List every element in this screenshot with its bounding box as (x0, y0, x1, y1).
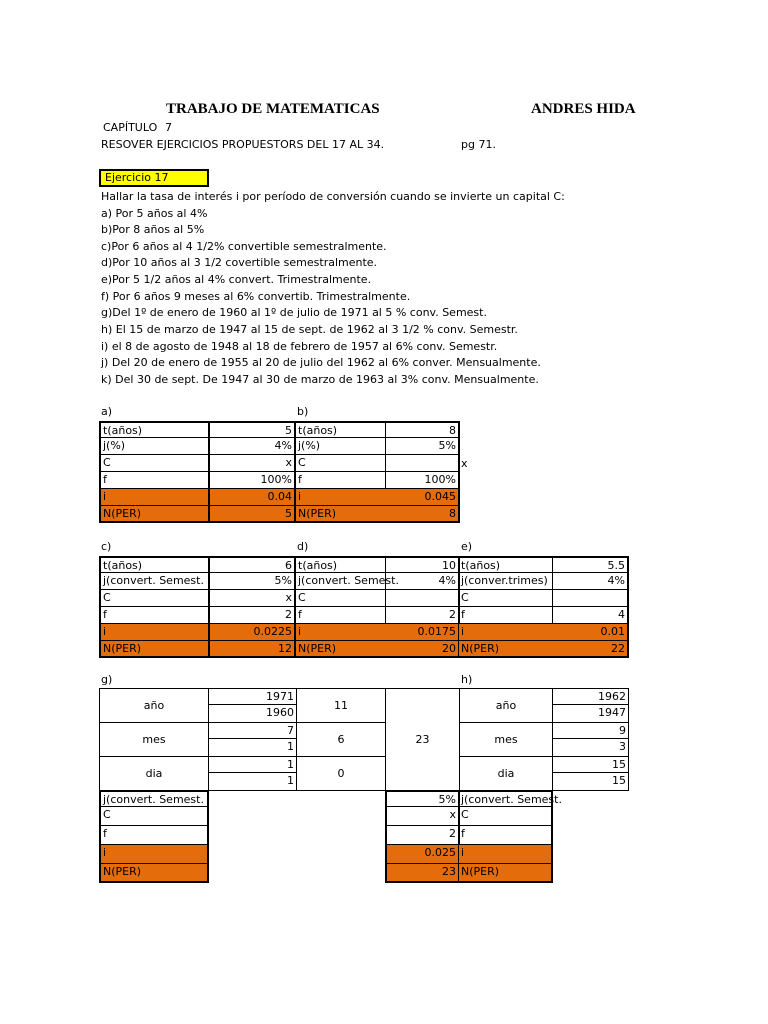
table-b-value-cell (385, 455, 460, 472)
table-b-value-cell: 8 (385, 421, 460, 438)
table-h-row-label: año (459, 688, 553, 723)
table-c-label-cell: i (99, 624, 209, 641)
table-b-label-cell: i (296, 489, 386, 506)
table-a-label-cell: j(%) (99, 438, 209, 455)
exercise-intro: Hallar la tasa de interés i por período de conversión cuando se invierte un capital C: (101, 190, 565, 203)
table-h-value-cell: 9 (552, 722, 629, 739)
table-h-value-cell: 15 (552, 773, 629, 791)
exercise-item: j) Del 20 de enero de 1955 al 20 de julio del 1962 al 6% conver. Mensualmente. (101, 356, 541, 369)
table-c-value-cell: 0.0225 (208, 624, 296, 641)
table-h-label: h) (461, 673, 473, 686)
table-e-label-cell: i (459, 624, 553, 641)
chapter-number: 7 (165, 121, 172, 134)
table-d-label-cell: N(PER) (296, 641, 386, 658)
table-gh-bottom-value: 23 (385, 864, 460, 883)
table-g-bottom-label: f (99, 826, 209, 845)
table-b-value-cell: 100% (385, 472, 460, 489)
total-periods-cell: 23 (385, 688, 460, 791)
table-g-value-cell: 7 (208, 722, 297, 739)
table-d-label-cell: C (296, 590, 386, 607)
table-d-value-cell (385, 590, 460, 607)
table-g-difference: 6 (296, 722, 386, 757)
table-a-label-cell: C (99, 455, 209, 472)
exercise-item: h) El 15 de marzo de 1947 al 15 de sept. de 1962 al 3 1/2 % conv. Semestr. (101, 323, 518, 336)
table-gh-bottom-value: 5% (385, 790, 460, 807)
table-b-value-cell: 0.045 (385, 489, 460, 506)
exercise-item: g)Del 1º de enero de 1960 al 1º de julio de 1971 al 5 % conv. Semest. (101, 306, 487, 319)
table-gh-bottom-value: 0.025 (385, 845, 460, 864)
table-c-label-cell: t(años) (99, 556, 209, 573)
table-c-label-cell: f (99, 607, 209, 624)
table-g-value-cell: 1 (208, 739, 297, 757)
table-a-value-cell: 4% (208, 438, 296, 455)
table-c-label-cell: C (99, 590, 209, 607)
table-c-value-cell: 12 (208, 641, 296, 658)
author-name: ANDRES HIDA (531, 101, 636, 117)
table-g-value-cell: 1971 (208, 688, 297, 705)
table-gh-bottom-value: x (385, 807, 460, 826)
exercise-item: e)Por 5 1/2 años al 4% convert. Trimestralmente. (101, 273, 372, 286)
table-c-label-cell: j(convert. Semest. (99, 573, 209, 590)
table-d-value-cell: 4% (385, 573, 460, 590)
table-e-label-cell: N(PER) (459, 641, 553, 658)
table-g-difference: 11 (296, 688, 386, 723)
table-g-bottom-label: C (99, 807, 209, 826)
document-title: TRABAJO DE MATEMATICAS (166, 101, 380, 117)
table-b-value-cell: 8 (385, 506, 460, 523)
table-g-bottom-label: j(convert. Semest. (99, 790, 209, 807)
exercise-item: k) Del 30 de sept. De 1947 al 30 de marzo de 1963 al 3% conv. Mensualmente. (101, 373, 539, 386)
table-c-value-cell: 6 (208, 556, 296, 573)
table-b-label-cell: j(%) (296, 438, 386, 455)
table-h-value-cell: 3 (552, 739, 629, 757)
table-e-value-cell: 5.5 (552, 556, 629, 573)
table-e-value-cell: 4% (552, 573, 629, 590)
table-d-label-cell: f (296, 607, 386, 624)
table-g-bottom-label: N(PER) (99, 864, 209, 883)
table-a-value-cell: 5 (208, 421, 296, 438)
table-a-value-cell: x (208, 455, 296, 472)
table-h-bottom-label: j(convert. Semest. (459, 790, 553, 807)
table-e-value-cell: 0.01 (552, 624, 629, 641)
table-e-label-cell: f (459, 607, 553, 624)
table-h-row-label: mes (459, 722, 553, 757)
table-h-bottom-label: f (459, 826, 553, 845)
table-g-value-cell: 1 (208, 756, 297, 773)
table-h-bottom-label: N(PER) (459, 864, 553, 883)
table-g-row-label: mes (99, 722, 209, 757)
table-b-value-cell: 5% (385, 438, 460, 455)
exercise-item: b)Por 8 años al 5% (101, 223, 205, 236)
table-d-value-cell: 10 (385, 556, 460, 573)
table-a-value-cell: 100% (208, 472, 296, 489)
table-d-label-cell: i (296, 624, 386, 641)
exercise-item: i) el 8 de agosto de 1948 al 18 de febrero de 1957 al 6% conv. Semestr. (101, 340, 498, 353)
table-c-label-cell: N(PER) (99, 641, 209, 658)
table-b-label-cell: f (296, 472, 386, 489)
table-g-bottom-label: i (99, 845, 209, 864)
table-b-label-cell: t(años) (296, 421, 386, 438)
table-d-value-cell: 0.0175 (385, 624, 460, 641)
table-a-label-cell: f (99, 472, 209, 489)
table-d-label: d) (297, 540, 309, 553)
page-reference: pg 71. (461, 138, 496, 151)
table-b-extra-mark: x (461, 457, 468, 470)
table-c-value-cell: 5% (208, 573, 296, 590)
table-h-bottom-label: i (459, 845, 553, 864)
table-e-label-cell: C (459, 590, 553, 607)
table-g-row-label: dia (99, 756, 209, 791)
table-c-value-cell: 2 (208, 607, 296, 624)
exercise-item: f) Por 6 años 9 meses al 6% convertib. Trimestralmente. (101, 290, 411, 303)
table-h-value-cell: 15 (552, 756, 629, 773)
table-h-row-label: dia (459, 756, 553, 791)
table-e-label-cell: j(conver.trimes) (459, 573, 553, 590)
table-a-label-cell: N(PER) (99, 506, 209, 523)
table-e-value-cell: 4 (552, 607, 629, 624)
table-g-value-cell: 1 (208, 773, 297, 791)
exercise-item: a) Por 5 años al 4% (101, 207, 208, 220)
table-d-value-cell: 20 (385, 641, 460, 658)
table-d-label-cell: t(años) (296, 556, 386, 573)
instruction-text: RESOVER EJERCICIOS PROPUESTORS DEL 17 AL 34. (101, 138, 385, 151)
exercise-item: c)Por 6 años al 4 1/2% convertible semestralmente. (101, 240, 387, 253)
table-a-label-cell: t(años) (99, 421, 209, 438)
table-a-value-cell: 5 (208, 506, 296, 523)
table-c-label: c) (101, 540, 112, 553)
table-g-label: g) (101, 673, 113, 686)
exercise-item: d)Por 10 años al 3 1/2 covertible semestralmente. (101, 256, 378, 269)
table-e-value-cell (552, 590, 629, 607)
table-d-value-cell: 2 (385, 607, 460, 624)
table-h-bottom-label: C (459, 807, 553, 826)
exercise-label: Ejercicio 17 (99, 169, 209, 187)
table-d-label-cell: j(convert. Semest. (296, 573, 386, 590)
table-b-label: b) (297, 405, 309, 418)
table-a-value-cell: 0.04 (208, 489, 296, 506)
table-gh-bottom-value: 2 (385, 826, 460, 845)
table-g-row-label: año (99, 688, 209, 723)
table-e-label-cell: t(años) (459, 556, 553, 573)
table-h-value-cell: 1947 (552, 705, 629, 723)
chapter-label: CAPÍTULO (103, 121, 158, 134)
table-b-label-cell: N(PER) (296, 506, 386, 523)
table-h-value-cell: 1962 (552, 688, 629, 705)
table-a-label-cell: i (99, 489, 209, 506)
table-c-value-cell: x (208, 590, 296, 607)
table-e-value-cell: 22 (552, 641, 629, 658)
table-a-label: a) (101, 405, 113, 418)
table-e-label: e) (461, 540, 473, 553)
table-b-label-cell: C (296, 455, 386, 472)
table-g-value-cell: 1960 (208, 705, 297, 723)
table-g-difference: 0 (296, 756, 386, 791)
